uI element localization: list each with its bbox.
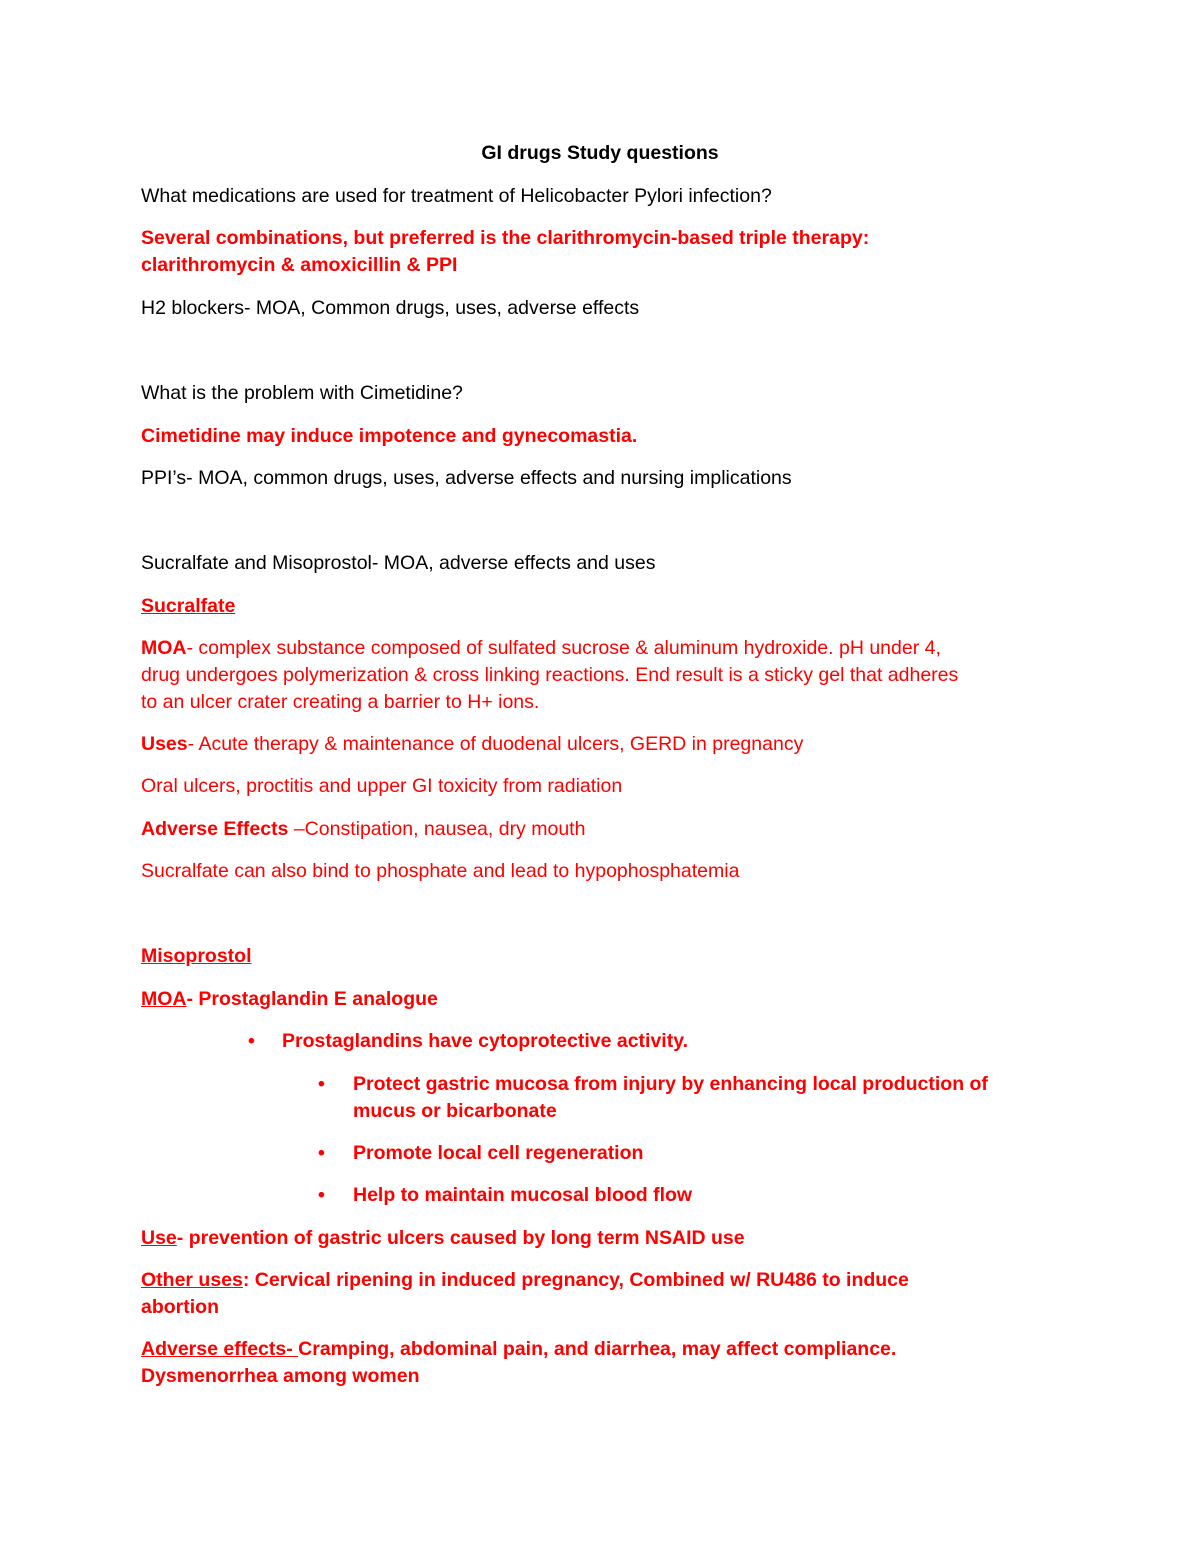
sucralfate-adverse-effects — [141, 818, 585, 841]
misoprostol-use — [141, 1227, 745, 1250]
misoprostol-bullet-main: Prostaglandins have cytoprotective activity. — [282, 1030, 689, 1052]
misoprostol-other-uses — [141, 1269, 909, 1292]
answer-hpylori-line1: Several combinations, but preferred is the clarithromycin-based triple therapy: — [141, 227, 870, 249]
sucralfate-ae-label: Adverse Effects — [141, 818, 294, 840]
misoprostol-adverse-effects-line2: Dysmenorrhea among women — [141, 1365, 420, 1387]
sucralfate-ae-text: –Constipation, nausea, dry mouth — [293, 818, 586, 840]
misoprostol-use-label: Use — [141, 1227, 177, 1249]
sucralfate-uses-more: Oral ulcers, proctitis and upper GI toxicity from radiation — [141, 775, 623, 797]
sucralfate-moa-text: - complex substance composed of sulfated sucrose & aluminum hydroxide. pH under 4, — [186, 637, 941, 659]
misoprostol-ae-text: Cramping, abdominal pain, and diarrhea, may affect compliance. — [298, 1338, 897, 1360]
bullet-icon: • — [248, 1030, 255, 1052]
sucralfate-phosphate-note: Sucralfate can also bind to phosphate and lead to hypophosphatemia — [141, 860, 740, 882]
sucralfate-moa-line3: to an ulcer crater creating a barrier to H+ ions. — [141, 691, 540, 713]
sucralfate-uses-text: - Acute therapy & maintenance of duodenal ulcers, GERD in pregnancy — [187, 733, 804, 755]
sucralfate-moa-label: MOA — [141, 637, 187, 659]
misoprostol-sub-bullet-3: Help to maintain mucosal blood flow — [353, 1184, 693, 1206]
sucralfate-uses — [141, 733, 803, 756]
misoprostol-sub-bullet-1-line1: Protect gastric mucosa from injury by enhancing local production of — [353, 1073, 988, 1095]
misoprostol-ae-label: Adverse effects- — [141, 1338, 299, 1360]
bullet-icon: • — [318, 1073, 325, 1095]
bullet-icon: • — [318, 1184, 325, 1206]
misoprostol-sub-bullet-2: Promote local cell regeneration — [353, 1142, 644, 1164]
sucralfate-moa-line2: drug undergoes polymerization & cross linking reactions. End result is a sticky gel that adheres — [141, 664, 959, 686]
answer-cimetidine: Cimetidine may induce impotence and gynecomastia. — [141, 425, 638, 447]
question-hpylori: What medications are used for treatment of Helicobacter Pylori infection? — [141, 185, 772, 207]
misoprostol-other-label: Other uses — [141, 1269, 243, 1291]
misoprostol-heading: Misoprostol — [141, 945, 252, 967]
misoprostol-moa-text: - Prostaglandin E analogue — [186, 988, 438, 1010]
question-ppi: PPI’s- MOA, common drugs, uses, adverse effects and nursing implications — [141, 467, 792, 489]
misoprostol-other-uses-line2: abortion — [141, 1296, 219, 1318]
misoprostol-sub-bullet-1-line2: mucus or bicarbonate — [353, 1100, 557, 1122]
misoprostol-adverse-effects — [141, 1338, 896, 1361]
sucralfate-heading: Sucralfate — [141, 595, 236, 617]
question-h2-blockers: H2 blockers- MOA, Common drugs, uses, adverse effects — [141, 297, 640, 319]
question-cimetidine: What is the problem with Cimetidine? — [141, 382, 463, 404]
answer-hpylori-line2: clarithromycin & amoxicillin & PPI — [141, 254, 458, 276]
bullet-icon: • — [318, 1142, 325, 1164]
sucralfate-moa-line1 — [141, 637, 941, 660]
sucralfate-uses-label: Uses — [141, 733, 188, 755]
question-sucralfate-misoprostol: Sucralfate and Misoprostol- MOA, adverse effects and uses — [141, 552, 656, 574]
misoprostol-other-text: : Cervical ripening in induced pregnancy, Combined w/ RU486 to induce — [242, 1269, 909, 1291]
misoprostol-use-text: - prevention of gastric ulcers caused by long term NSAID use — [176, 1227, 745, 1249]
misoprostol-moa-label: MOA — [141, 988, 187, 1010]
misoprostol-moa — [141, 988, 438, 1011]
page-title: GI drugs Study questions — [481, 142, 719, 164]
